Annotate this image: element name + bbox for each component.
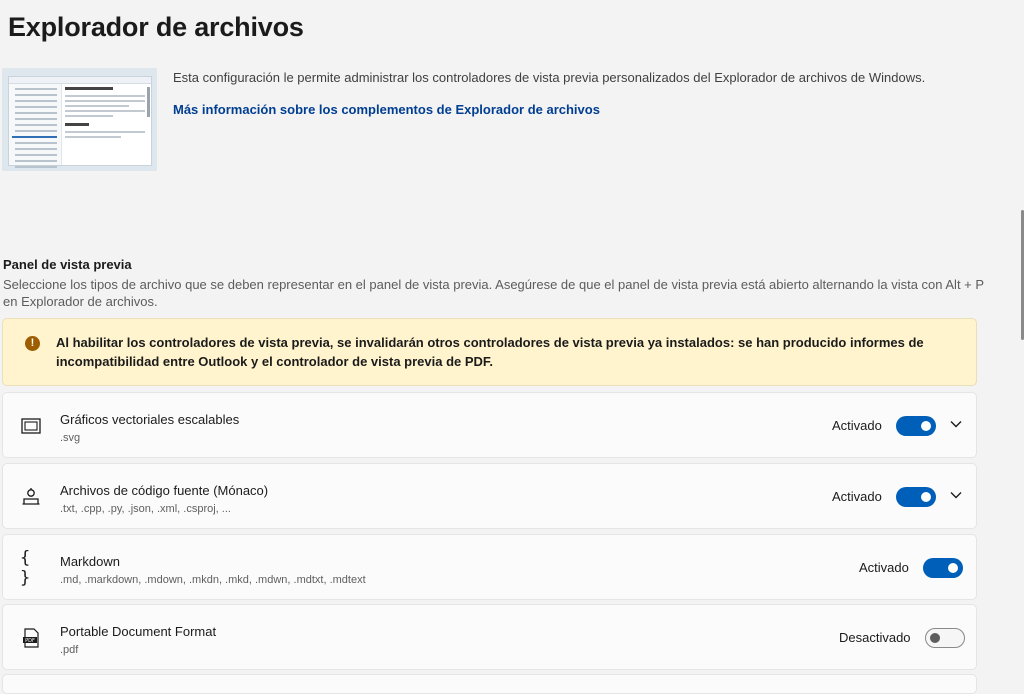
handler-extensions: .txt, .cpp, .py, .json, .xml, .csproj, ... — [60, 503, 231, 515]
page-title: Explorador de archivos — [8, 12, 304, 42]
handler-state-label: Desactivado — [839, 630, 911, 645]
learn-more-link[interactable]: Más información sobre los complementos de Explorador de archivos — [173, 102, 600, 117]
handler-name: Markdown — [60, 554, 120, 569]
warning-icon: ! — [25, 336, 40, 351]
handler-card-monaco — [2, 463, 977, 529]
svg-text:PDF: PDF — [25, 638, 35, 644]
warning-text: Al habilitar los controladores de vista previa, se invalidarán otros controladores de vista previa ya instalados: se han producido informes de incompatibilidad entre Outlook y el controlador de vista previa de PDF. — [56, 335, 924, 369]
code-person-icon — [20, 486, 42, 508]
hero-screenshot-image — [2, 68, 157, 171]
markdown-toggle[interactable] — [923, 558, 963, 578]
handler-extensions: .md, .markdown, .mdown, .mkdn, .mkd, .mdwn, .mdtxt, .mdtext — [60, 574, 366, 586]
svg-toggle[interactable] — [896, 416, 936, 436]
handler-name: Portable Document Format — [60, 624, 217, 639]
handler-name: Archivos de código fuente (Mónaco) — [60, 483, 269, 498]
section-title: Panel de vista previa — [3, 257, 132, 272]
braces-icon: { } — [20, 548, 31, 588]
handler-state-label: Activado — [832, 489, 882, 504]
monaco-toggle[interactable] — [896, 487, 936, 507]
handler-extensions: .pdf — [60, 644, 79, 656]
handler-extensions: .svg — [60, 432, 81, 444]
pdf-icon — [20, 627, 42, 649]
page-description: Esta configuración le permite administrar los controladores de vista previa personalizados del Explorador de archivos de Windows. — [173, 70, 926, 85]
handler-card-markdown — [2, 534, 977, 600]
section-description: Seleccione los tipos de archivo que se deben representar en el panel de vista previa. Asegúrese de que el panel de vista previa está abierto alternando la vista con Alt + P en Explorador de archivos. — [3, 277, 984, 309]
pdf-toggle[interactable] — [925, 628, 965, 648]
handler-state-label: Activado — [832, 418, 882, 433]
image-frame-icon — [20, 415, 42, 437]
warning-infobar — [2, 318, 977, 386]
chevron-down-icon[interactable] — [947, 486, 965, 504]
handler-state-label: Activado — [859, 560, 909, 575]
handler-name: Gráficos vectoriales escalables — [60, 412, 240, 427]
handler-card-pdf — [2, 604, 977, 670]
handler-card-svg — [2, 392, 977, 458]
chevron-down-icon[interactable] — [947, 415, 965, 433]
handler-card-next — [2, 674, 977, 694]
